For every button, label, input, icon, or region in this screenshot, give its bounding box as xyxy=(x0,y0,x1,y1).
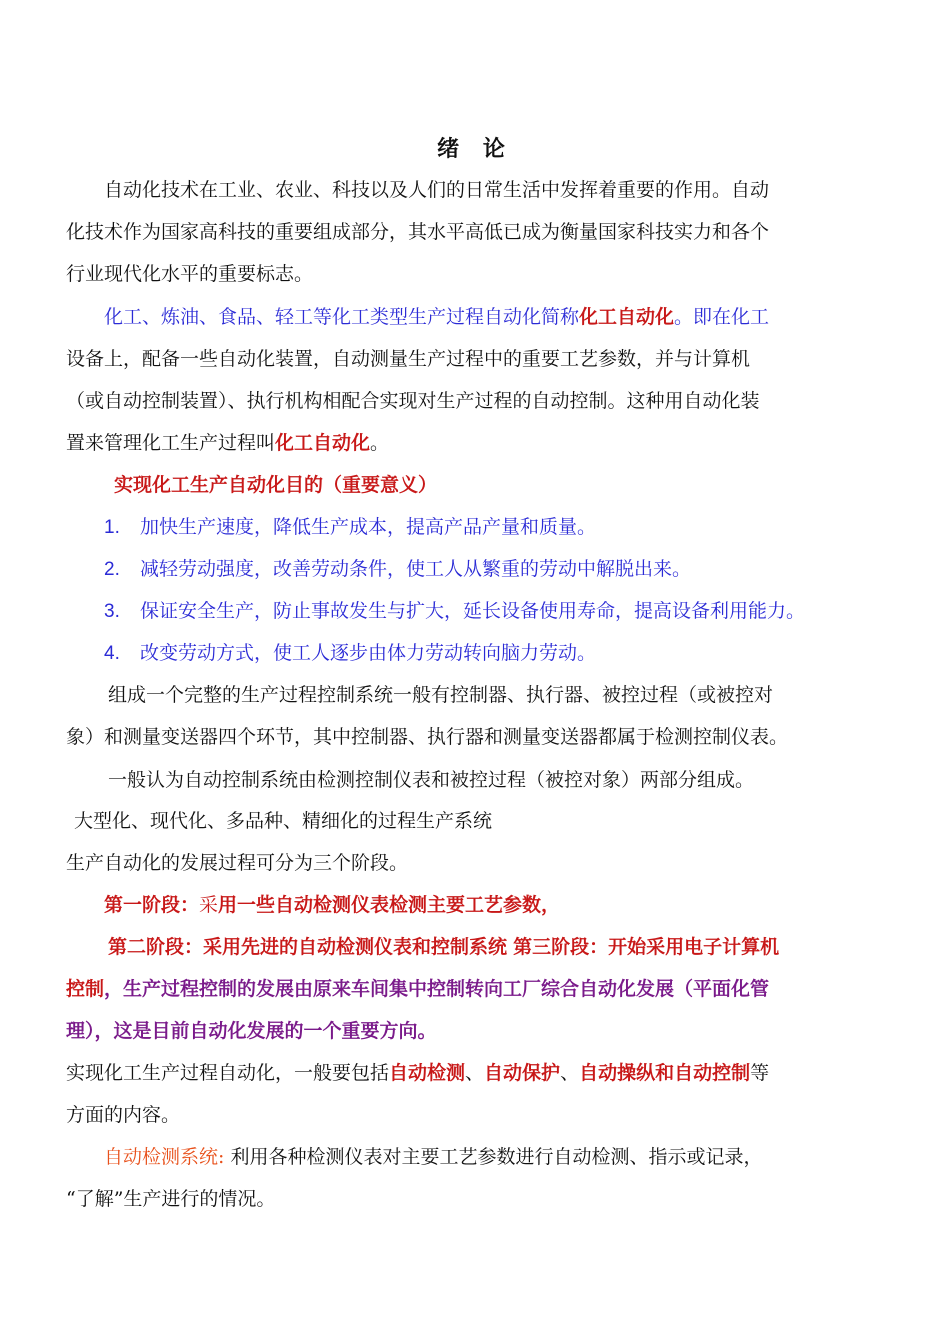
list-text: 改变劳动方式，使工人逐步由体力劳动转向脑力劳动。 xyxy=(140,642,597,664)
contents-text: 等 xyxy=(750,1062,770,1084)
term-chem-automation: 化工自动化 xyxy=(275,432,371,454)
list-number: 2. xyxy=(104,559,120,580)
list-number: 1. xyxy=(104,517,120,538)
list-item xyxy=(104,639,596,667)
definition-text: 置来管理化工生产过程叫 xyxy=(66,432,276,454)
para-components-line-2: 象）和测量变送器四个环节，其中控制器、执行器和测量变送器都属于检测控制仪表。 xyxy=(66,726,789,748)
stage-1-text: 采 xyxy=(199,894,219,916)
list-number: 3. xyxy=(104,601,120,622)
separator: 、 xyxy=(465,1062,485,1084)
list-number: 4. xyxy=(104,643,120,664)
para-detection-line-2: “了解”生产进行的情况。 xyxy=(66,1188,276,1210)
para-definition-line-2: 设备上，配备一些自动化装置，自动测量生产过程中的重要工艺参数，并与计算机 xyxy=(66,348,751,370)
para-large-scale: 大型化、现代化、多品种、精细化的过程生产系统 xyxy=(74,810,493,832)
list-text: 保证安全生产，防止事故发生与扩大，延长设备使用寿命，提高设备利用能力。 xyxy=(140,600,806,622)
para-definition-line-3: （或自动控制装置）、执行机构相配合实现对生产过程的自动控制。这种用自动化装 xyxy=(66,390,760,412)
list-item xyxy=(104,597,805,625)
contents-text: 实现化工生产过程自动化，一般要包括 xyxy=(66,1062,390,1084)
stage-1-label: 第一阶段： xyxy=(104,894,200,916)
term-auto-detection: 自动检测 xyxy=(389,1062,466,1084)
para-contents-line-2: 方面的内容。 xyxy=(66,1104,181,1126)
stage-2-label: 第二阶段： xyxy=(108,936,204,958)
list-item xyxy=(104,555,691,583)
para-components-line-1: 组成一个完整的生产过程控制系统一般有控制器、执行器、被控过程（或被控对 xyxy=(108,684,774,706)
detection-text: 利用各种检测仪表对主要工艺参数进行自动检测、指示或记录， xyxy=(224,1146,763,1168)
para-intro-line-3: 行业现代化水平的重要标志。 xyxy=(66,263,314,285)
stage-3-label: 第三阶段： xyxy=(513,936,609,958)
definition-text: 。 xyxy=(370,432,390,454)
term-detection-system: 自动检测系统: xyxy=(104,1146,225,1168)
separator: 、 xyxy=(560,1062,580,1084)
stage-2-3-line-3: 理），这是目前自动化发展的一个重要方向。 xyxy=(66,1020,437,1042)
page-title: 绪 论 xyxy=(437,136,513,162)
stage-3-text: 开始采用电子计算机 xyxy=(608,936,780,958)
stage-2-3-line-2 xyxy=(66,975,769,1003)
list-item xyxy=(104,513,596,541)
para-contents-line-1 xyxy=(66,1059,769,1087)
definition-text: 化工、炼油、食品、轻工等化工类型生产过程自动化简称 xyxy=(104,306,580,328)
stage-1-text: 用一些自动检测仪表检测主要工艺参数， xyxy=(218,894,561,916)
section-heading-purpose: 实现化工生产自动化目的（重要意义） xyxy=(114,474,438,496)
definition-text: 。即在化工 xyxy=(674,306,770,328)
stage-1 xyxy=(104,891,560,919)
term-chem-automation: 化工自动化 xyxy=(579,306,675,328)
para-stages-intro: 生产自动化的发展过程可分为三个阶段。 xyxy=(66,852,409,874)
term-auto-control: 自动操纵和自动控制 xyxy=(579,1062,751,1084)
list-text: 加快生产速度，降低生产成本，提高产品产量和质量。 xyxy=(140,516,597,538)
list-text: 减轻劳动强度，改善劳动条件，使工人从繁重的劳动中解脱出来。 xyxy=(140,558,692,580)
stage-2-text: 采用先进的自动检测仪表和控制系统 xyxy=(203,936,508,958)
stage-3-text: 控制 xyxy=(66,978,105,1000)
para-definition-line-4 xyxy=(66,429,389,457)
stage-3-text: ，生产过程控制的发展由原来车间集中控制转向工厂综合自动化发展（平面化管 xyxy=(104,978,770,1000)
para-detection-line-1 xyxy=(104,1143,762,1171)
para-system-parts: 一般认为自动控制系统由检测控制仪表和被控过程（被控对象）两部分组成。 xyxy=(108,769,755,791)
para-definition-line-1 xyxy=(104,303,769,331)
term-auto-protection: 自动保护 xyxy=(484,1062,561,1084)
para-intro-line-2: 化技术作为国家高科技的重要组成部分，其水平高低已成为衡量国家科技实力和各个 xyxy=(66,221,770,243)
para-intro-line-1: 自动化技术在工业、农业、科技以及人们的日常生活中发挥着重要的作用。自动 xyxy=(104,179,770,201)
stage-2-3-line-1 xyxy=(108,933,779,961)
